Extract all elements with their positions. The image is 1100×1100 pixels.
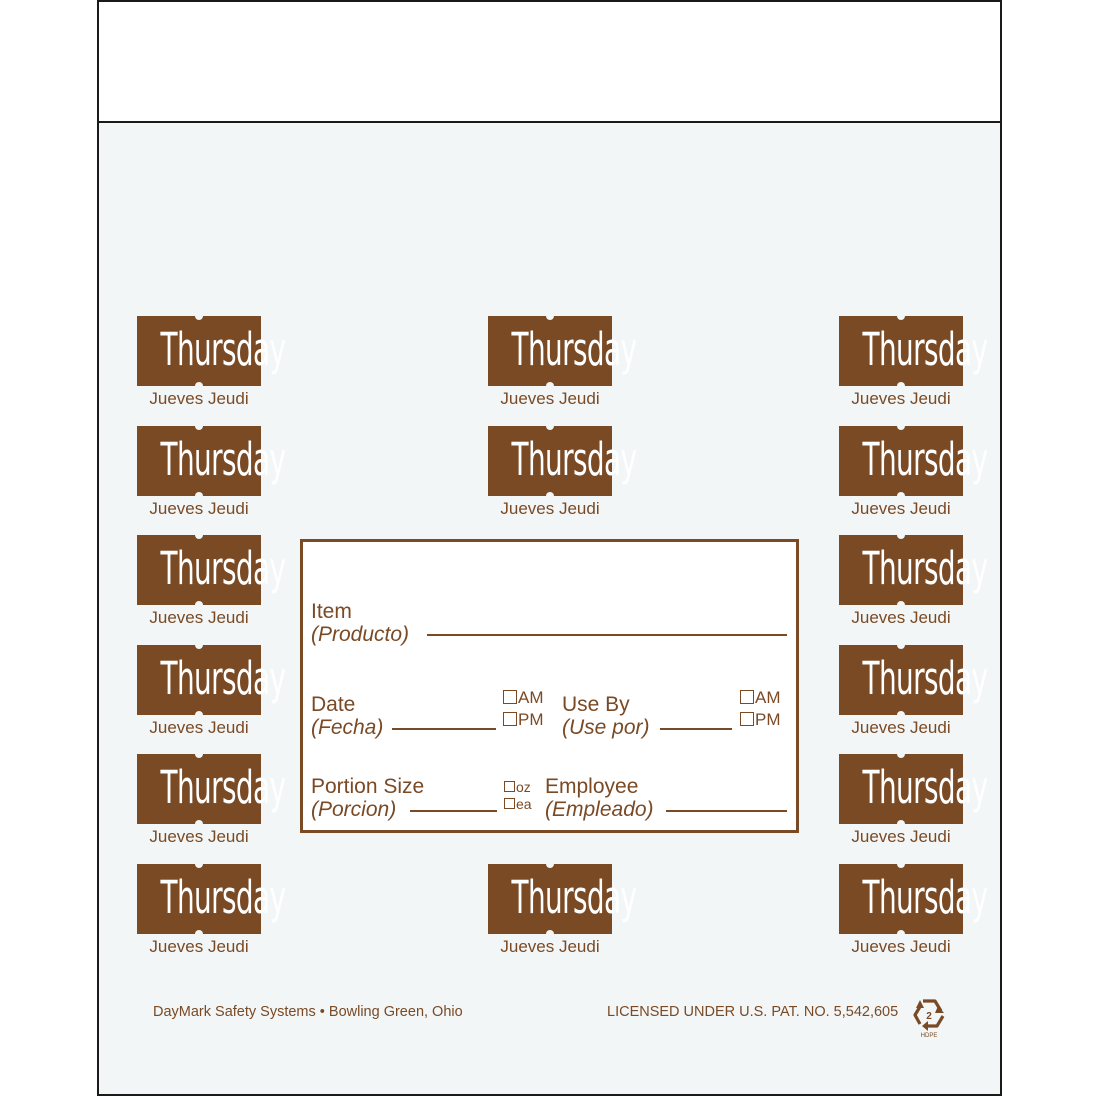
day-tag-box <box>839 426 988 496</box>
use-by-label-es: (Use por) <box>562 716 650 739</box>
day-tag-box <box>839 316 988 386</box>
day-tag-day: Thursday <box>160 761 286 814</box>
day-tag-box <box>839 535 988 605</box>
day-tag <box>837 535 988 635</box>
day-tag-day: Thursday <box>862 761 988 814</box>
day-tag-subtitle: Jueves Jeudi <box>500 389 600 408</box>
day-tag-subtitle: Jueves Jeudi <box>149 499 249 518</box>
day-tag-day: Thursday <box>862 652 988 705</box>
day-tag-day: Thursday <box>862 323 988 376</box>
day-tag-box <box>488 864 637 934</box>
portion-ea-checkbox[interactable] <box>504 798 515 809</box>
day-tag-subtitle: Jueves Jeudi <box>851 718 951 737</box>
day-tag-day: Thursday <box>160 652 286 705</box>
day-tag-day: Thursday <box>160 323 286 376</box>
use-by-am-checkbox[interactable] <box>740 690 754 704</box>
day-tag <box>837 754 988 854</box>
date-pm-checkbox[interactable] <box>503 712 517 726</box>
day-tag-subtitle: Jueves Jeudi <box>149 718 249 737</box>
day-tag-subtitle: Jueves Jeudi <box>149 937 249 956</box>
date-am-checkbox[interactable] <box>503 690 517 704</box>
day-tag-day: Thursday <box>511 323 637 376</box>
day-tag-day: Thursday <box>511 433 637 486</box>
use-by-pm-checkbox[interactable] <box>740 712 754 726</box>
use-by-label: Use By <box>562 693 630 716</box>
day-tag <box>135 535 286 635</box>
item-label-es: (Producto) <box>311 623 410 646</box>
day-tag-box <box>839 754 988 824</box>
day-tag-box <box>839 645 988 715</box>
day-tag-subtitle: Jueves Jeudi <box>851 937 951 956</box>
day-tag-box <box>137 864 286 934</box>
day-tag <box>135 426 286 526</box>
day-tag <box>135 316 286 416</box>
day-tag-day: Thursday <box>862 433 988 486</box>
day-tag-subtitle: Jueves Jeudi <box>851 499 951 518</box>
patent-notice: LICENSED UNDER U.S. PAT. NO. 5,542,605 <box>607 1004 899 1020</box>
day-tag <box>135 754 286 854</box>
day-tag <box>135 864 286 964</box>
item-label: Item <box>311 600 352 623</box>
day-tag <box>486 864 637 964</box>
day-tag <box>135 645 286 745</box>
employee-label-es: (Empleado) <box>545 798 654 821</box>
day-tag-subtitle: Jueves Jeudi <box>851 389 951 408</box>
date-label-es: (Fecha) <box>311 716 384 739</box>
recycle-code: 2 <box>926 1011 932 1022</box>
portion-oz-checkbox[interactable] <box>504 781 515 792</box>
portion-size-label-es: (Porcion) <box>311 798 397 821</box>
portion-oz-label: oz <box>516 779 531 795</box>
day-tag-box <box>839 864 988 934</box>
day-tag <box>837 645 988 745</box>
day-tag-box <box>137 645 286 715</box>
day-tag-box <box>488 426 637 496</box>
write-in-label <box>300 539 799 833</box>
use-by-write-line[interactable] <box>660 728 732 730</box>
day-tag-subtitle: Jueves Jeudi <box>500 499 600 518</box>
day-tag-box <box>137 316 286 386</box>
day-tag-subtitle: Jueves Jeudi <box>149 608 249 627</box>
use-by-pm-label: PM <box>755 710 781 729</box>
date-label: Date <box>311 693 356 716</box>
employee-write-line[interactable] <box>666 810 787 812</box>
day-tag-day: Thursday <box>160 433 286 486</box>
day-tag <box>837 426 988 526</box>
day-tag <box>486 426 637 526</box>
day-tag <box>837 316 988 416</box>
portion-size-write-line[interactable] <box>410 810 497 812</box>
day-tag-subtitle: Jueves Jeudi <box>851 827 951 846</box>
company-credit: DayMark Safety Systems • Bowling Green, Ohio <box>153 1004 463 1020</box>
day-tag-subtitle: Jueves Jeudi <box>149 389 249 408</box>
day-tag-day: Thursday <box>511 871 637 924</box>
employee-label: Employee <box>545 775 639 798</box>
day-tag-subtitle: Jueves Jeudi <box>149 827 249 846</box>
date-am-label: AM <box>518 688 544 707</box>
day-tag-day: Thursday <box>862 871 988 924</box>
date-pm-label: PM <box>518 710 544 729</box>
day-tag-subtitle: Jueves Jeudi <box>500 937 600 956</box>
day-tag-subtitle: Jueves Jeudi <box>851 608 951 627</box>
recycle-material: HDPE <box>920 1033 938 1039</box>
day-tag-box <box>488 316 637 386</box>
portion-ea-label: ea <box>516 796 532 812</box>
recycle-icon <box>912 995 946 1039</box>
day-tag-box <box>137 535 286 605</box>
day-tag <box>837 864 988 964</box>
day-tag <box>486 316 637 416</box>
use-by-am-label: AM <box>755 688 781 707</box>
date-write-line[interactable] <box>392 728 496 730</box>
day-tag-day: Thursday <box>862 542 988 595</box>
day-tag-box <box>137 426 286 496</box>
day-tag-day: Thursday <box>160 542 286 595</box>
header-strip <box>99 0 1000 123</box>
portion-size-label: Portion Size <box>311 775 425 798</box>
day-tag-day: Thursday <box>160 871 286 924</box>
item-write-line[interactable] <box>427 634 787 636</box>
day-tag-box <box>137 754 286 824</box>
